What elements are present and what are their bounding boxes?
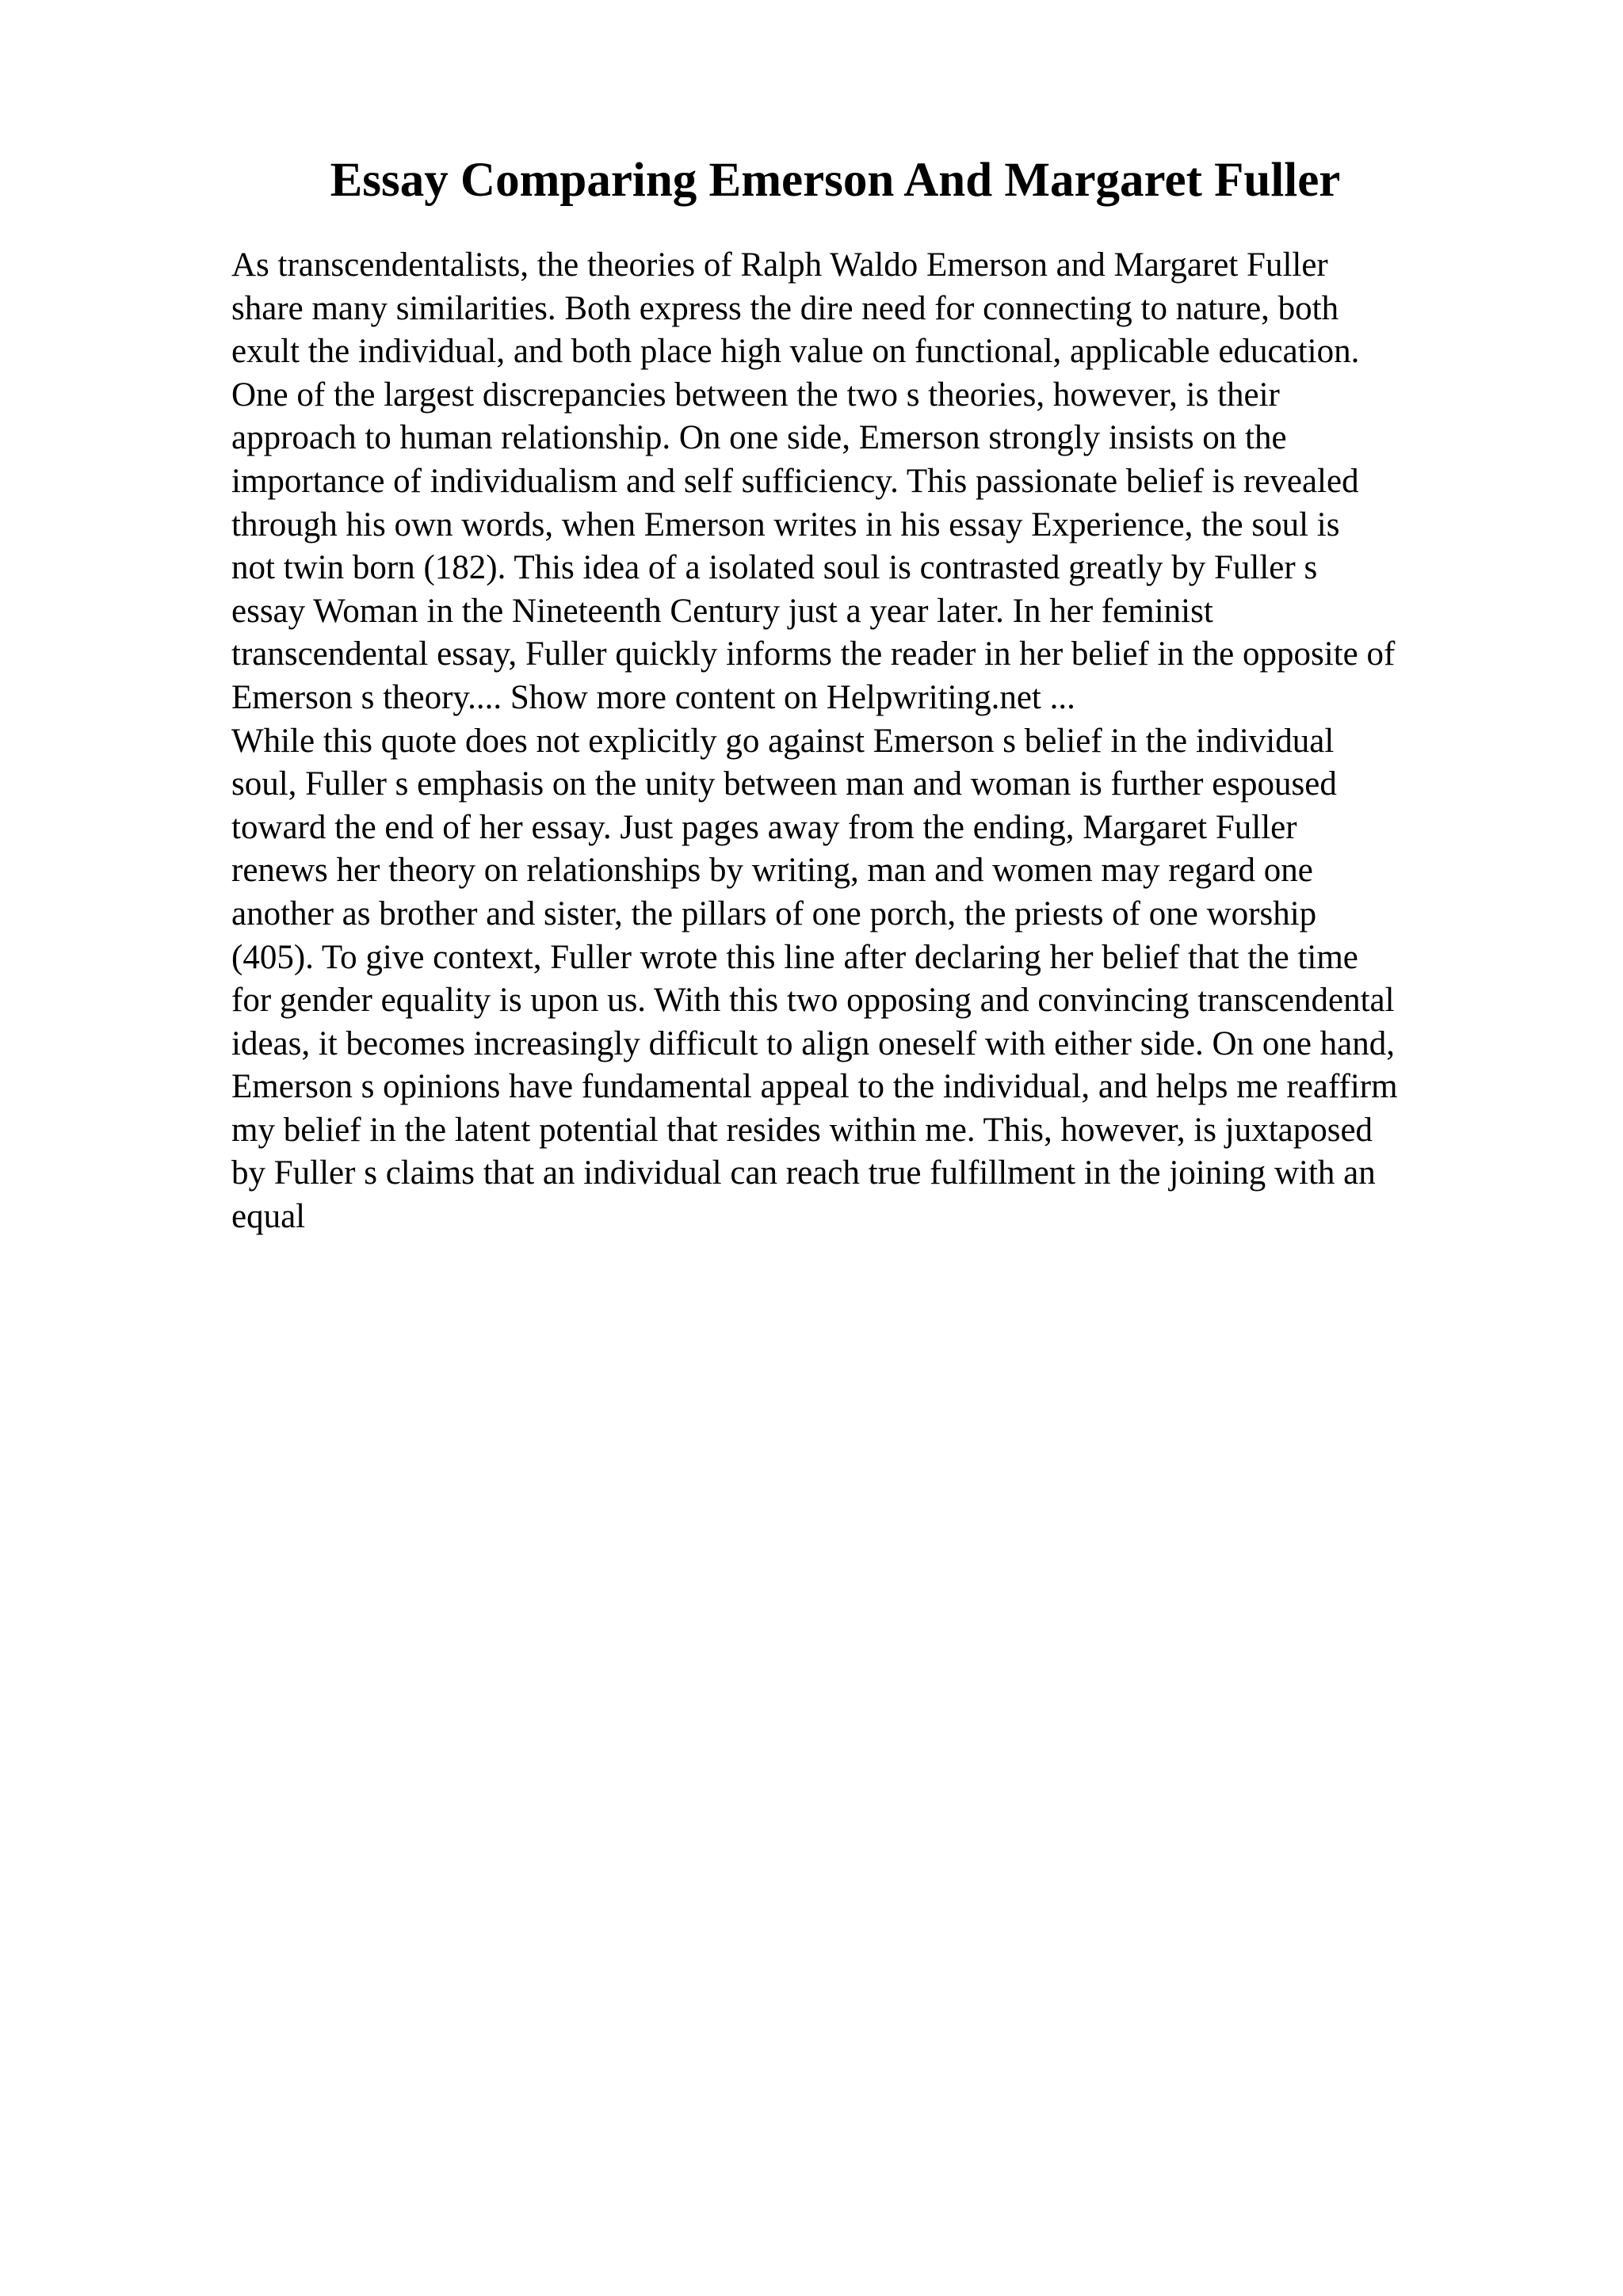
body-line: importance of individualism and self sufficiency. This passionate belief is revealed (231, 462, 1359, 500)
body-line: renews her theory on relationships by writing, man and women may regard one (231, 852, 1313, 890)
body-line: Emerson s opinions have fundamental appeal to the individual, and helps me reaffirm (231, 1068, 1398, 1106)
document-title (0, 152, 1623, 209)
body-line: soul, Fuller s emphasis on the unity between man and woman is further espoused (231, 765, 1337, 803)
body-line: essay Woman in the Nineteenth Century just a year later. In her feminist (231, 592, 1213, 630)
body-line: equal (231, 1198, 306, 1236)
body-line: my belief in the latent potential that resides within me. This, however, is juxtaposed (231, 1111, 1373, 1149)
body-line: While this quote does not explicitly go against Emerson s belief in the individual (231, 722, 1335, 760)
body-line: by Fuller s claims that an individual can reach true fulfillment in the joining with an (231, 1154, 1376, 1192)
body-line: Emerson s theory.... Show more content on Helpwriting.net ... (231, 678, 1075, 716)
body-line: share many similarities. Both express the dire need for connecting to nature, both (231, 289, 1339, 327)
body-line: transcendental essay, Fuller quickly informs the reader in her belief in the opposite of (231, 635, 1396, 673)
body-line: approach to human relationship. On one side, Emerson strongly insists on the (231, 419, 1287, 457)
body-line: not twin born (182). This idea of a isolated soul is contrasted greatly by Fuller s (231, 549, 1318, 587)
body-line: (405). To give context, Fuller wrote this line after declaring her belief that the time (231, 938, 1358, 976)
essay-body (231, 244, 1594, 1239)
body-line: through his own words, when Emerson writes in his essay Experience, the soul is (231, 505, 1340, 543)
body-line: ideas, it becomes increasingly difficult to align oneself with either side. On one hand, (231, 1024, 1395, 1062)
body-line: toward the end of her essay. Just pages away from the ending, Margaret Fuller (231, 808, 1297, 846)
body-line: for gender equality is upon us. With this two opposing and convincing transcendental (231, 982, 1395, 1020)
body-line: One of the largest discrepancies between the two s theories, however, is their (231, 376, 1280, 414)
document-title-text: Essay Comparing Emerson And Margaret Fuller (330, 154, 1341, 207)
body-line: exult the individual, and both place high value on functional, applicable education. (231, 333, 1360, 371)
body-line: another as brother and sister, the pillars of one porch, the priests of one worship (231, 894, 1317, 933)
body-line: As transcendentalists, the theories of Ralph Waldo Emerson and Margaret Fuller (231, 246, 1328, 284)
